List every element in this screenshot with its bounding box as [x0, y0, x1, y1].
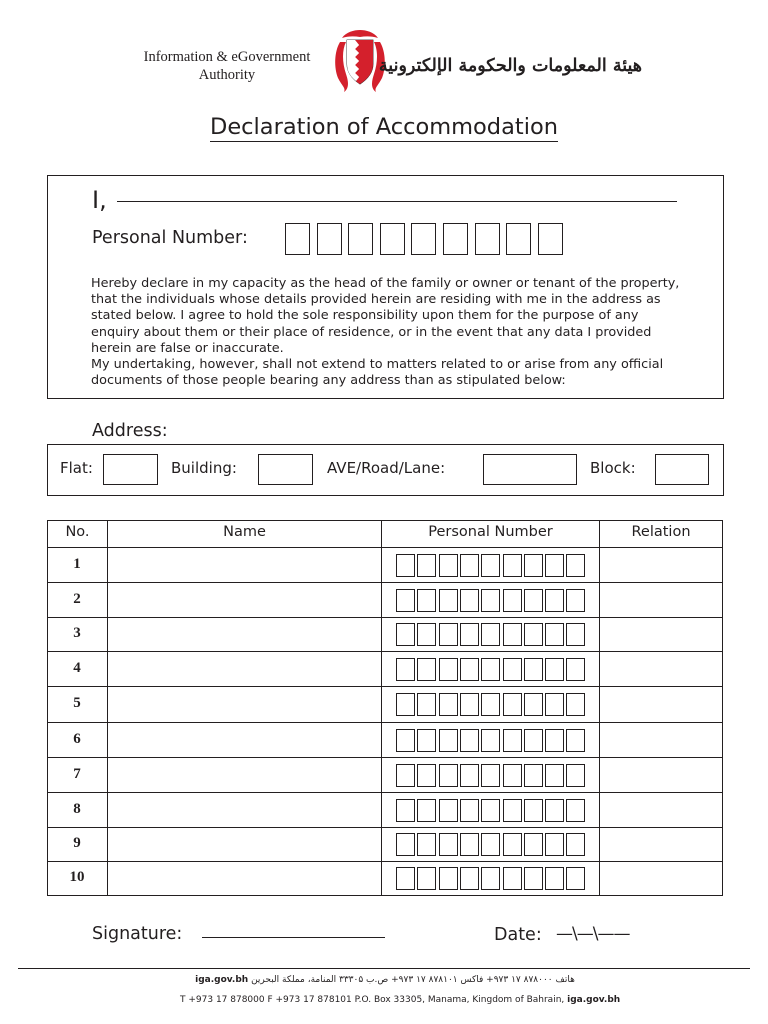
table-row-number: 3 — [73, 625, 81, 641]
table-row-name-cell[interactable] — [108, 758, 381, 792]
table-row-pn-digit-box[interactable] — [439, 799, 458, 822]
address-label: Address: — [92, 421, 168, 441]
table-row-pn-digit-box[interactable] — [460, 867, 479, 890]
footer-contact-english-text: T +973 17 878000 F +973 17 878101 P.O. Box 33305, Manama, Kingdom of Bahrain, — [180, 995, 565, 1005]
table-row-name-cell[interactable] — [108, 618, 381, 651]
table-row-pn-digit-box[interactable] — [396, 729, 415, 752]
table-row-pn-digit-box[interactable] — [566, 589, 585, 612]
table-row-pn-digit-box[interactable] — [481, 833, 500, 856]
table-row-pn-digit-box[interactable] — [566, 554, 585, 577]
table-row-pn-digit-box[interactable] — [460, 589, 479, 612]
column-header-relation: Relation — [631, 524, 691, 540]
table-row-number: 8 — [73, 800, 81, 817]
date-field[interactable]: —\—\—— — [556, 924, 630, 944]
table-row-pn-digit-box[interactable] — [503, 764, 522, 787]
declaration-paragraph-1: Hereby declare in my capacity as the head of the family or owner or tenant of the property, that the individuals whose details provided herein are residing with me in the address as stated below. I agree to hold the sole responsibility upon them for the purpose of any enquiry about them or their place of residence, or in the event that any data I provided herein are false or inaccurate. — [91, 276, 680, 356]
table-row-number: 6 — [73, 730, 81, 747]
table-row-pn-digit-box[interactable] — [481, 623, 500, 646]
footer-contact-english — [180, 995, 621, 1005]
flat-input[interactable] — [103, 454, 158, 485]
table-row-relation-cell[interactable] — [600, 862, 722, 895]
table-row-relation-cell[interactable] — [600, 618, 722, 651]
personal-number-digit-box[interactable] — [380, 223, 405, 255]
table-row-pn-digit-box[interactable] — [460, 554, 479, 577]
table-row-name-cell[interactable] — [108, 828, 381, 861]
table-row-pn-digit-box[interactable] — [566, 693, 585, 716]
table-row-pn-digit-box[interactable] — [481, 764, 500, 787]
table-row-pn-digit-box[interactable] — [524, 658, 543, 681]
personal-number-label: Personal Number: — [92, 228, 248, 248]
road-label: AVE/Road/Lane: — [327, 459, 446, 477]
table-row-pn-digit-box[interactable] — [566, 729, 585, 752]
road-input[interactable] — [483, 454, 577, 485]
table-row-pn-digit-box[interactable] — [439, 729, 458, 752]
table-row-pn-digit-box[interactable] — [545, 729, 564, 752]
table-row-name-cell[interactable] — [108, 583, 381, 617]
table-row-pn-digit-box[interactable] — [417, 623, 436, 646]
table-row-relation-cell[interactable] — [600, 793, 722, 827]
table-row-name-cell[interactable] — [108, 687, 381, 722]
table-row-number: 7 — [73, 765, 81, 782]
table-row-relation-cell[interactable] — [600, 583, 722, 617]
table-row-relation-cell[interactable] — [600, 828, 722, 861]
footer-contact-arabic — [180, 975, 590, 985]
table-row-pn-digit-box[interactable] — [417, 799, 436, 822]
personal-number-digit-box[interactable] — [475, 223, 500, 255]
personal-number-digit-box[interactable] — [348, 223, 373, 255]
table-row-pn-digit-box[interactable] — [545, 693, 564, 716]
table-row-name-cell[interactable] — [108, 723, 381, 757]
table-row-pn-digit-box[interactable] — [545, 589, 564, 612]
table-row-pn-digit-box[interactable] — [481, 729, 500, 752]
table-row-pn-digit-box[interactable] — [545, 764, 564, 787]
table-row-pn-digit-box[interactable] — [396, 799, 415, 822]
table-row-pn-digit-box[interactable] — [545, 833, 564, 856]
table-row-pn-digit-box[interactable] — [566, 799, 585, 822]
table-row-pn-digit-box[interactable] — [503, 554, 522, 577]
table-row-pn-digit-box[interactable] — [503, 623, 522, 646]
table-row-pn-digit-box[interactable] — [439, 693, 458, 716]
table-row-pn-digit-box[interactable] — [524, 799, 543, 822]
table-border-right — [722, 520, 723, 896]
table-row-pn-digit-box[interactable] — [439, 623, 458, 646]
table-row-number: 10 — [69, 869, 85, 885]
table-row-pn-digit-box[interactable] — [417, 554, 436, 577]
table-row-pn-digit-box[interactable] — [396, 623, 415, 646]
table-row-pn-digit-box[interactable] — [503, 867, 522, 890]
table-row-pn-digit-box[interactable] — [524, 764, 543, 787]
table-row-pn-digit-box[interactable] — [417, 693, 436, 716]
table-row-pn-digit-box[interactable] — [524, 833, 543, 856]
table-row-pn-digit-box[interactable] — [460, 623, 479, 646]
page-title — [0, 114, 768, 140]
table-row-number: 9 — [73, 835, 81, 851]
table-row-pn-digit-box[interactable] — [417, 589, 436, 612]
table-row-pn-digit-box[interactable] — [566, 833, 585, 856]
table-row-pn-digit-box[interactable] — [481, 799, 500, 822]
table-row-number: 1 — [73, 555, 81, 572]
table-row-pn-digit-box[interactable] — [460, 764, 479, 787]
table-row-pn-digit-box[interactable] — [503, 729, 522, 752]
table-row-pn-digit-box[interactable] — [566, 658, 585, 681]
table-row-pn-digit-box[interactable] — [439, 554, 458, 577]
table-row-pn-digit-box[interactable] — [481, 589, 500, 612]
table-row-pn-digit-box[interactable] — [503, 658, 522, 681]
table-row-pn-digit-box[interactable] — [417, 764, 436, 787]
personal-number-digit-box[interactable] — [538, 223, 563, 255]
table-row-pn-digit-box[interactable] — [524, 693, 543, 716]
table-row-number: 4 — [73, 659, 81, 676]
table-row-number: 5 — [73, 695, 81, 711]
personal-number-digit-box[interactable] — [443, 223, 468, 255]
table-row-pn-digit-box[interactable] — [524, 589, 543, 612]
table-column-divider — [381, 520, 382, 896]
table-row-pn-digit-box[interactable] — [524, 867, 543, 890]
footer-website-en[interactable]: iga.gov.bh — [567, 995, 621, 1005]
table-row-pn-digit-box[interactable] — [439, 833, 458, 856]
table-row-pn-digit-box[interactable] — [545, 867, 564, 890]
footer-contact-arabic-text: هاتف ۸۷۸۰۰۰ ۱۷ ۹۷۳+ فاكس ۸۷۸۱۰۱ ۱۷ ۹۷۳+ ص.ب ۳۳۳۰۵ المنامة، مملكة البحرين — [251, 975, 575, 985]
table-row-pn-digit-box[interactable] — [566, 867, 585, 890]
table-row-pn-digit-box[interactable] — [396, 658, 415, 681]
table-row-pn-digit-box[interactable] — [439, 867, 458, 890]
table-row-pn-digit-box[interactable] — [396, 833, 415, 856]
org-name-line1: Information & eGovernment — [143, 49, 311, 65]
table-row-pn-digit-box[interactable] — [460, 833, 479, 856]
table-border-bottom — [47, 895, 723, 896]
table-row-pn-digit-box[interactable] — [396, 554, 415, 577]
table-row-pn-digit-box[interactable] — [417, 658, 436, 681]
table-row-pn-digit-box[interactable] — [524, 623, 543, 646]
table-row-relation-cell[interactable] — [600, 652, 722, 686]
declarant-name-field[interactable] — [117, 201, 677, 202]
personal-number-digit-box[interactable] — [285, 223, 310, 255]
table-row-pn-digit-box[interactable] — [524, 729, 543, 752]
table-row-name-cell[interactable] — [108, 793, 381, 827]
table-row-pn-digit-box[interactable] — [566, 623, 585, 646]
table-row-pn-digit-box[interactable] — [503, 833, 522, 856]
table-row-pn-digit-box[interactable] — [481, 658, 500, 681]
table-row-pn-digit-box[interactable] — [417, 729, 436, 752]
building-label: Building: — [171, 459, 237, 477]
table-border-top — [47, 520, 723, 521]
table-row-number: 2 — [73, 590, 81, 607]
declarant-label: I, — [92, 186, 107, 214]
table-row-pn-digit-box[interactable] — [439, 764, 458, 787]
table-row-pn-digit-box[interactable] — [439, 589, 458, 612]
table-row-pn-digit-box[interactable] — [503, 693, 522, 716]
org-name-english — [100, 48, 354, 84]
table-row-pn-digit-box[interactable] — [481, 554, 500, 577]
table-row-pn-digit-box[interactable] — [503, 589, 522, 612]
table-row-pn-digit-box[interactable] — [460, 693, 479, 716]
personal-number-digit-box[interactable] — [506, 223, 531, 255]
table-row-relation-cell[interactable] — [600, 548, 722, 582]
table-row-pn-digit-box[interactable] — [545, 799, 564, 822]
org-name-line2: Authority — [198, 67, 256, 83]
table-row-pn-digit-box[interactable] — [503, 799, 522, 822]
table-row-name-cell[interactable] — [108, 652, 381, 686]
table-row-pn-digit-box[interactable] — [524, 554, 543, 577]
table-row-relation-cell[interactable] — [600, 687, 722, 722]
block-input[interactable] — [655, 454, 709, 485]
table-row-pn-digit-box[interactable] — [481, 867, 500, 890]
personal-number-digit-box[interactable] — [411, 223, 436, 255]
date-label: Date: — [494, 925, 542, 945]
personal-number-digit-box[interactable] — [317, 223, 342, 255]
table-row-pn-digit-box[interactable] — [396, 693, 415, 716]
table-row-name-cell[interactable] — [108, 548, 381, 582]
signature-field[interactable] — [202, 937, 385, 938]
table-row-name-cell[interactable] — [108, 862, 381, 895]
table-row-pn-digit-box[interactable] — [545, 658, 564, 681]
declaration-paragraph-2: My undertaking, however, shall not extend to matters related to or arise from any official documents of those people bearing any address than as stipulated below: — [91, 357, 664, 389]
table-row-pn-digit-box[interactable] — [460, 729, 479, 752]
column-header-no: No. — [65, 524, 90, 540]
flat-label: Flat: — [60, 459, 93, 477]
table-row-pn-digit-box[interactable] — [396, 867, 415, 890]
table-row-pn-digit-box[interactable] — [545, 554, 564, 577]
footer-website-ar[interactable]: iga.gov.bh — [195, 975, 249, 985]
table-row-pn-digit-box[interactable] — [460, 799, 479, 822]
block-label: Block: — [590, 459, 636, 477]
table-row-pn-digit-box[interactable] — [417, 833, 436, 856]
table-row-pn-digit-box[interactable] — [460, 658, 479, 681]
table-row-pn-digit-box[interactable] — [396, 764, 415, 787]
table-row-pn-digit-box[interactable] — [545, 623, 564, 646]
table-row-relation-cell[interactable] — [600, 723, 722, 757]
table-row-pn-digit-box[interactable] — [396, 589, 415, 612]
building-input[interactable] — [258, 454, 313, 485]
column-header-name: Name — [223, 524, 266, 540]
table-row-relation-cell[interactable] — [600, 758, 722, 792]
declaration-text — [91, 276, 687, 389]
table-row-pn-digit-box[interactable] — [481, 693, 500, 716]
table-row-pn-digit-box[interactable] — [566, 764, 585, 787]
table-row-pn-digit-box[interactable] — [439, 658, 458, 681]
org-name-arabic: هيئة المعلومات والحكومة الإلكترونية — [378, 56, 642, 76]
signature-label: Signature: — [92, 924, 183, 944]
table-row-pn-digit-box[interactable] — [417, 867, 436, 890]
page-title-text: Declaration of Accommodation — [210, 114, 558, 140]
column-header-personal-number: Personal Number — [428, 524, 553, 540]
footer-divider — [18, 968, 750, 969]
